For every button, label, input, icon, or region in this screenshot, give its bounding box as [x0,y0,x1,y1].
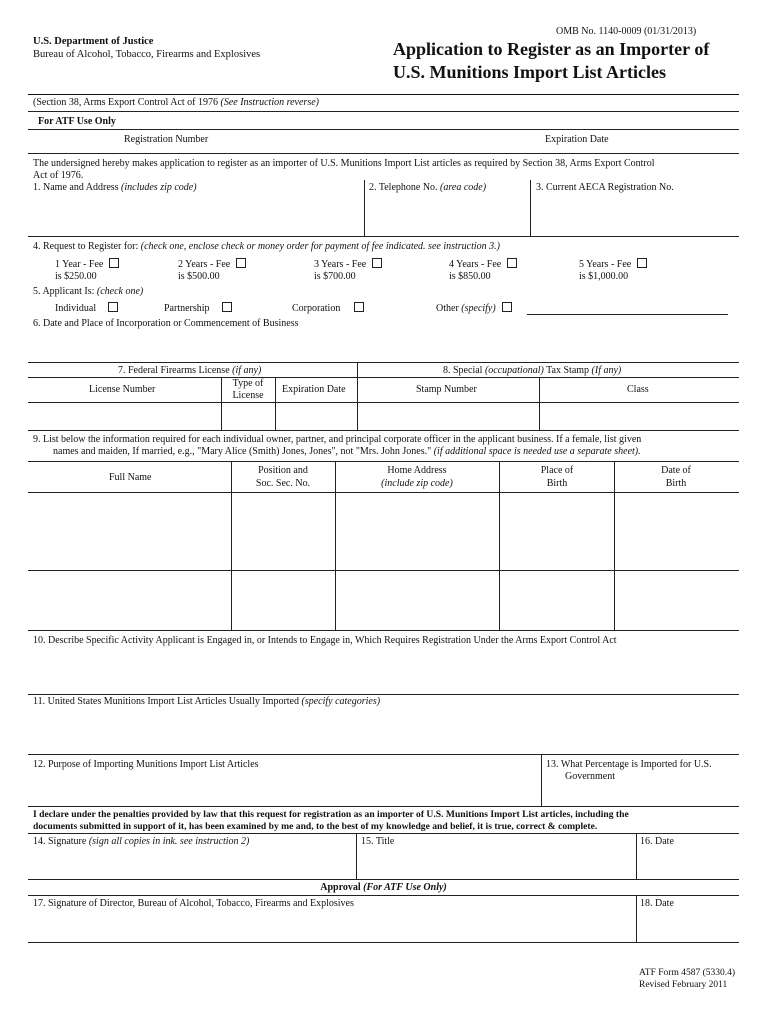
place-of-birth-header-1: Place of [540,465,574,476]
name-address-field[interactable] [34,196,360,234]
rule [28,236,739,237]
agency-name: U.S. Department of Justice [33,36,154,47]
item7-label: 7. Federal Firearms License (if any) [118,365,262,376]
divider [636,833,637,879]
intro-line2: Act of 1976. [33,170,84,181]
rule [28,377,739,378]
title-field[interactable] [361,850,633,877]
percentage-field[interactable] [546,785,734,805]
place-of-birth-header-2: Birth [546,478,568,489]
checkbox-corporation[interactable] [354,302,364,312]
item3-label: 3. Current AECA Registration No. [536,182,674,193]
owner-row[interactable] [29,571,737,629]
director-signature-field[interactable] [34,912,632,940]
rule [28,129,739,130]
item9-line1: 9. List below the information required for each individual owner, partner, and principal corporate officer in the applicant business. If a female, list given [33,434,642,445]
stamp-number-field[interactable] [358,403,538,429]
item2-label: 2. Telephone No. (area code) [369,182,487,193]
telephone-field[interactable] [369,196,527,234]
stamp-class-field[interactable] [540,403,738,429]
form-number: ATF Form 4587 (5330.4) [639,968,736,978]
rule [28,942,739,943]
fee-3-years: is $700.00 [314,271,356,282]
checkbox-other[interactable] [502,302,512,312]
rule [28,694,739,695]
declaration-line1: I declare under the penalties provided by law that this request for registration as an importer of U.S. Munitions Import List articles, including the [33,809,629,820]
approval-date-field[interactable] [640,912,736,940]
date-field[interactable] [640,850,736,877]
date-of-birth-header-2: Birth [665,478,687,489]
fee-1-year: is $250.00 [55,271,97,282]
type-of-license-header-1: Type of [232,378,264,389]
item14-label: 14. Signature (sign all copies in ink. see instruction 2) [33,836,250,847]
option-5-years[interactable]: 5 Years - Fee [579,258,647,271]
expiration-date-header: Expiration Date [282,384,346,395]
rule [28,430,739,431]
articles-field[interactable] [34,710,734,752]
item17-label: 17. Signature of Director, Bureau of Alcohol, Tobacco, Firearms and Explosives [33,898,354,909]
divider [364,180,365,236]
checkbox-3-years[interactable] [372,258,382,268]
option-corporation[interactable]: Corporation [292,302,364,315]
other-specify-field[interactable] [527,314,728,315]
item10-label: 10. Describe Specific Activity Applicant is Engaged in, or Intends to Engage in, Which Requires Registration Under the Arms Export Control Act [33,635,617,646]
registration-number-label: Registration Number [124,134,209,145]
item4-label: 4. Request to Register for: (check one, enclose check or money order for payment of fee indicated. see instruction 3.) [33,241,500,252]
item9-line2: names and maiden, If married, e.g., "Mary Alice (Smith) Jones, Jones", not "Mrs. John Jones." (if additional space is needed use a separate sheet). [53,446,641,457]
option-individual[interactable]: Individual [55,302,118,315]
item1-label: 1. Name and Address (includes zip code) [33,182,197,193]
item5-label: 5. Applicant Is: (check one) [33,286,144,297]
item13-line2: Government [565,771,615,782]
rule [28,362,739,363]
divider [541,754,542,806]
license-number-header: License Number [89,384,156,395]
item16-label: 16. Date [640,836,674,847]
position-header-2: Soc. Sec. No. [255,478,311,489]
full-name-header: Full Name [109,472,152,483]
fee-4-years: is $850.00 [449,271,491,282]
aeca-registration-field[interactable] [535,196,735,234]
signature-field[interactable] [34,850,352,877]
option-2-years[interactable]: 2 Years - Fee [178,258,246,271]
item15-label: 15. Title [361,836,395,847]
item13-line1: 13. What Percentage is Imported for U.S. [546,759,712,770]
license-expiration-field[interactable] [276,403,356,429]
item11-label: 11. United States Munitions Import List Articles Usually Imported (specify categories) [33,696,381,707]
owner-row[interactable] [29,493,737,569]
stamp-number-header: Stamp Number [416,384,477,395]
form-title-line2: U.S. Munitions Import List Articles [393,62,667,82]
item18-label: 18. Date [640,898,674,909]
type-of-license-header-2: License [232,390,264,401]
bureau-name: Bureau of Alcohol, Tobacco, Firearms and Explosives [33,49,261,60]
purpose-field[interactable] [34,773,537,805]
divider [636,895,637,942]
option-other[interactable]: Other (specify) [436,302,512,315]
rule [28,806,739,807]
license-number-field[interactable] [29,403,220,429]
checkbox-partnership[interactable] [222,302,232,312]
fee-5-years: is $1,000.00 [579,271,629,282]
home-address-header-2: (include zip code) [381,478,453,489]
item8-label: 8. Special (occupational) Tax Stamp (If any) [443,365,622,376]
atf-use-label: For ATF Use Only [38,116,116,127]
header-rule [28,94,739,95]
checkbox-5-years[interactable] [637,258,647,268]
divider [356,833,357,879]
license-type-field[interactable] [222,403,274,429]
form-title-line1: Application to Register as an Importer of [393,39,710,59]
class-header: Class [627,384,649,395]
option-partnership[interactable]: Partnership [164,302,232,315]
rule [28,754,739,755]
revision-date: Revised February 2011 [639,980,728,990]
omb-number: OMB No. 1140-0009 (01/31/2013) [556,26,697,37]
rule [28,461,739,462]
rule [28,111,739,112]
rule [28,153,739,154]
section-reference: (Section 38, Arms Export Control Act of 1976 (See Instruction reverse) [33,97,319,108]
checkbox-4-years[interactable] [507,258,517,268]
checkbox-2-years[interactable] [236,258,246,268]
item6-label: 6. Date and Place of Incorporation or Commencement of Business [33,318,299,329]
declaration-line2: documents submitted in support of it, has been examined by me and, to the best of my knowledge and belief, it is true, correct & complete. [33,821,598,832]
date-of-birth-header-1: Date of [661,465,691,476]
activity-field[interactable] [34,650,734,692]
home-address-header-1: Home Address [387,465,447,476]
rule [28,833,739,834]
divider [530,180,531,236]
position-header-1: Position and [258,465,308,476]
intro-line1: The undersigned hereby makes application to register as an importer of U.S. Munitions Import List articles as required by Section 38, Arms Export Control [33,158,655,169]
option-3-years[interactable]: 3 Years - Fee [314,258,382,271]
expiration-date-label: Expiration Date [545,134,609,145]
option-4-years[interactable]: 4 Years - Fee [449,258,517,271]
item12-label: 12. Purpose of Importing Munitions Import List Articles [33,759,259,770]
checkbox-1-year[interactable] [109,258,119,268]
rule [28,895,739,896]
checkbox-individual[interactable] [108,302,118,312]
rule [28,630,739,631]
approval-label: Approval (For ATF Use Only) [320,882,447,893]
fee-2-years: is $500.00 [178,271,220,282]
option-1-year[interactable]: 1 Year - Fee [55,258,119,271]
incorporation-field[interactable] [34,332,734,360]
rule [28,879,739,880]
